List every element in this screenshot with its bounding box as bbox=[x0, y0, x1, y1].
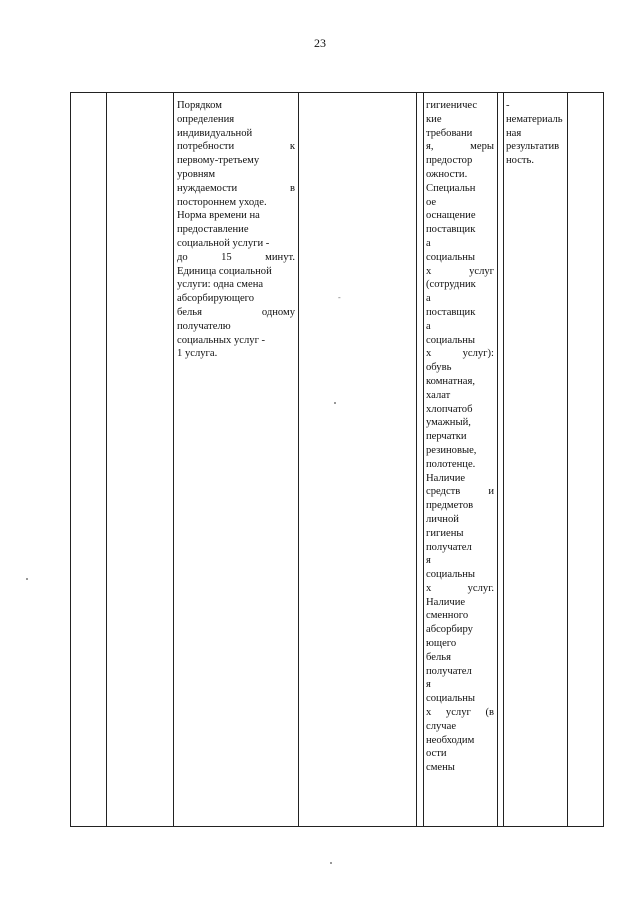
text-line: ная bbox=[506, 127, 522, 139]
text-line: Норма времени на bbox=[177, 210, 260, 222]
text-line: а bbox=[426, 320, 431, 332]
text-line: предоставление bbox=[177, 224, 249, 236]
text-line: получател bbox=[426, 665, 472, 677]
column-border bbox=[173, 93, 174, 826]
text-line: получателю bbox=[177, 320, 231, 332]
text-line: средств и bbox=[426, 486, 494, 498]
text-line: х услуг): bbox=[426, 348, 494, 360]
text-line: я, меры bbox=[426, 141, 494, 153]
quality-indicators-cell bbox=[426, 99, 494, 775]
text-line: х услуг (в bbox=[426, 707, 494, 719]
text-line: - bbox=[506, 100, 510, 111]
text-line: уровням bbox=[177, 168, 216, 180]
text-line: Наличие bbox=[426, 596, 466, 608]
text-line: социальны bbox=[426, 693, 476, 705]
text-line: получател bbox=[426, 541, 472, 553]
text-line: нематериаль bbox=[506, 113, 563, 125]
text-line: социальны bbox=[426, 569, 476, 581]
text-line: социальны bbox=[426, 251, 476, 263]
text-line: Единица социальной bbox=[177, 265, 272, 277]
text-line: личной bbox=[426, 513, 459, 525]
scan-mark: - bbox=[338, 293, 341, 302]
text-line: резиновые, bbox=[426, 444, 477, 456]
text-line: хлопчатоб bbox=[426, 403, 473, 415]
text-line: а bbox=[426, 293, 431, 305]
text-line: ность. bbox=[506, 155, 535, 167]
column-border bbox=[298, 93, 299, 826]
text-line: я bbox=[426, 555, 431, 567]
column-border bbox=[423, 93, 424, 826]
column-border bbox=[603, 93, 604, 826]
text-line: определения bbox=[177, 113, 235, 125]
text-line: услуги: одна смена bbox=[177, 279, 264, 291]
text-line: требовани bbox=[426, 127, 473, 139]
text-line: абсорбиру bbox=[426, 624, 473, 636]
services-table bbox=[70, 92, 604, 827]
text-line: х услуг bbox=[426, 265, 494, 277]
page-number: 23 bbox=[314, 36, 326, 50]
text-line: потребности к bbox=[177, 141, 295, 153]
text-line: халат bbox=[426, 389, 451, 401]
text-line: индивидуальной bbox=[177, 127, 253, 139]
column-border bbox=[503, 93, 504, 826]
text-line: ое bbox=[426, 196, 437, 208]
text-line: ожности. bbox=[426, 168, 468, 180]
text-line: сменного bbox=[426, 610, 469, 622]
scan-speck bbox=[26, 578, 28, 580]
text-line: необходим bbox=[426, 734, 475, 746]
text-line: результатив bbox=[506, 141, 560, 153]
text-line: абсорбирующего bbox=[177, 293, 255, 305]
text-line: Специальн bbox=[426, 182, 476, 194]
column-border bbox=[567, 93, 568, 826]
service-norm-cell bbox=[177, 99, 295, 361]
text-line: нуждаемости в bbox=[177, 182, 295, 194]
text-line: постороннем уходе. bbox=[177, 196, 267, 208]
text-line: социальны bbox=[426, 334, 476, 346]
text-line: смены bbox=[426, 762, 455, 774]
text-line: обувь bbox=[426, 362, 452, 374]
text-line: ющего bbox=[426, 638, 457, 650]
text-line: Наличие bbox=[426, 472, 466, 484]
text-line: комнатная, bbox=[426, 375, 476, 387]
text-line: предметов bbox=[426, 500, 474, 512]
text-line: а bbox=[426, 237, 431, 249]
text-line: белья bbox=[426, 651, 451, 663]
text-line: первому-третьему bbox=[177, 155, 260, 167]
text-line: Порядком bbox=[177, 100, 222, 111]
scan-speck bbox=[330, 862, 332, 864]
text-line: перчатки bbox=[426, 431, 467, 443]
column-border bbox=[70, 93, 71, 826]
text-line: случае bbox=[426, 720, 457, 732]
text-line: белья одному bbox=[177, 306, 295, 318]
text-line: гигиены bbox=[426, 527, 464, 539]
text-line: умажный, bbox=[426, 417, 471, 429]
result-evaluation-cell bbox=[506, 99, 566, 168]
text-line: до 15 минут. bbox=[177, 251, 295, 263]
text-line: я bbox=[426, 679, 431, 691]
text-line: полотенце. bbox=[426, 458, 476, 470]
scan-speck bbox=[334, 402, 336, 404]
column-border bbox=[497, 93, 498, 826]
column-border bbox=[106, 93, 107, 826]
text-line: (сотрудник bbox=[426, 279, 476, 291]
text-line: гигиеничес bbox=[426, 100, 478, 111]
text-line: кие bbox=[426, 113, 442, 125]
text-line: х услуг. bbox=[426, 582, 494, 594]
text-line: поставщик bbox=[426, 306, 476, 318]
text-line: 1 услуга. bbox=[177, 348, 218, 360]
text-line: ости bbox=[426, 748, 447, 760]
column-border bbox=[416, 93, 417, 826]
text-line: оснащение bbox=[426, 210, 476, 222]
text-line: поставщик bbox=[426, 224, 476, 236]
text-line: социальной услуги - bbox=[177, 237, 270, 249]
text-line: социальных услуг - bbox=[177, 334, 266, 346]
text-line: предостор bbox=[426, 155, 473, 167]
